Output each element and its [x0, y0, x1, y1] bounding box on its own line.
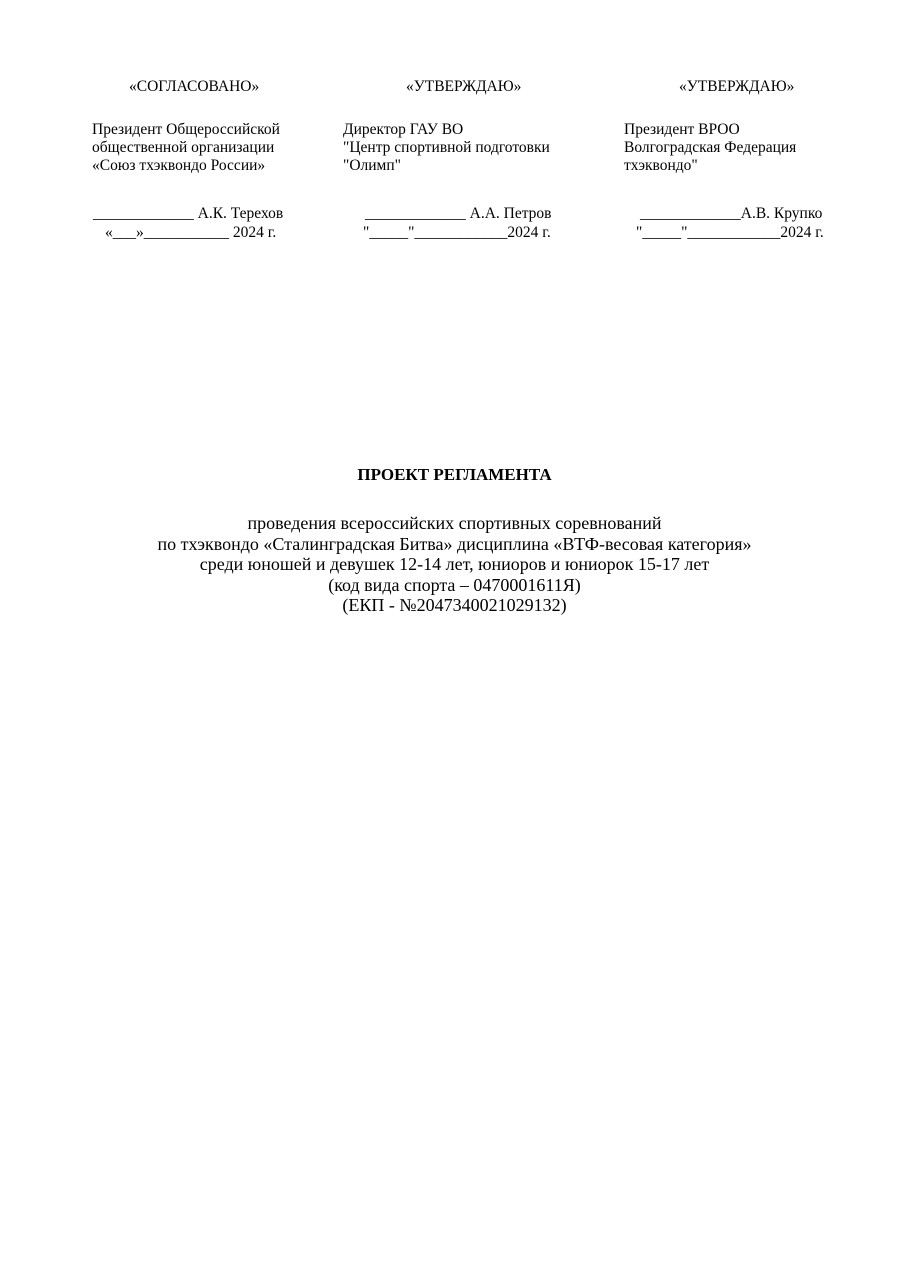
subtitle-line: (код вида спорта – 0470001611Я)	[328, 574, 581, 595]
approval-heading: «УТВЕРЖДАЮ»	[679, 78, 795, 95]
org-line: Президент ВРОО	[624, 121, 740, 138]
signature-line: _____________А.В. Крупко	[640, 205, 823, 222]
signature-line: _____________ А.А. Петров	[365, 205, 552, 222]
subtitle-line: среди юношей и девушек 12-14 лет, юниоров и юниорок 15-17 лет	[199, 554, 710, 574]
org-line: общественной организации	[92, 139, 275, 156]
date-line: "_____"____________2024 г.	[636, 224, 824, 241]
signature-line: _____________ А.К. Терехов	[93, 205, 284, 222]
org-line: "Центр спортивной подготовки	[343, 139, 550, 156]
approval-organization	[624, 121, 796, 175]
org-line: «Союз тхэквондо России»	[92, 157, 266, 174]
org-line: тхэквондо"	[624, 157, 698, 174]
org-line: Президент Общероссийской	[92, 121, 280, 138]
document-title: ПРОЕКТ РЕГЛАМЕНТА	[357, 465, 552, 484]
document-subtitle	[40, 513, 869, 616]
org-line: "Олимп"	[343, 157, 401, 174]
date-line: "_____"____________2024 г.	[363, 224, 551, 241]
subtitle-line: (ЕКП - №2047340021029132)	[342, 595, 567, 615]
approval-heading: «СОГЛАСОВАНО»	[129, 78, 260, 95]
subtitle-line: проведения всероссийских спортивных соревнований	[247, 513, 662, 533]
approval-organization	[343, 121, 550, 175]
org-line: Директор ГАУ ВО	[343, 121, 464, 138]
org-line: Волгоградская Федерация	[624, 139, 797, 156]
date-line: «___»___________ 2024 г.	[105, 224, 277, 241]
approval-heading: «УТВЕРЖДАЮ»	[406, 78, 522, 95]
subtitle-line: по тхэквондо «Сталинградская Битва» дисциплина «ВТФ-весовая категория»	[157, 533, 752, 554]
approval-organization	[92, 121, 280, 175]
